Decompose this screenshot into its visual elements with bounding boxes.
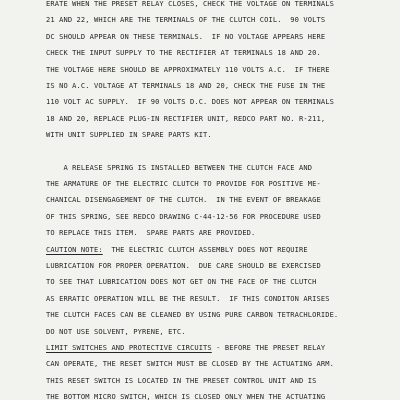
text-line: IS NO A.C. VOLTAGE AT TERMINALS 18 AND 20, CHECK THE FUSE IN THE: [46, 81, 326, 90]
text-line: THE ARMATURE OF THE ELECTRIC CLUTCH TO PROVIDE FOR POSITIVE ME-: [46, 179, 321, 188]
text-line: ERATE WHEN THE PRESET RELAY CLOSES, CHECK THE VOLTAGE ON TERMINALS: [46, 0, 334, 8]
text-line: THE CLUTCH FACES CAN BE CLEANED BY USING PURE CARBON TETRACHLORIDE.: [46, 310, 339, 320]
text-line: CAN OPERATE, THE RESET SWITCH MUST BE CLOSED BY THE ACTUATING ARM.: [46, 359, 334, 369]
text-line: CHECK THE INPUT SUPPLY TO THE RECTIFIER AT TERMINALS 18 AND 20.: [46, 48, 321, 58]
caution-note-text: THE ELECTRIC CLUTCH ASSEMBLY DOES NOT REQUIRE: [102, 244, 308, 254]
text-line: THE BOTTOM MICRO SWITCH, WHICH IS CLOSED ONLY WHEN THE ACTUATING: [46, 392, 326, 400]
text-line: LUBRICATION FOR PROPER OPERATION. DUE CARE SHOULD BE EXERCISED: [46, 261, 321, 270]
text-line: THIS RESET SWITCH IS LOCATED IN THE PRESET CONTROL UNIT AND IS: [46, 375, 317, 385]
text-line: AS ERRATIC OPERATION WILL BE THE RESULT. IF THIS CONDITON ARISES: [46, 293, 330, 303]
caution-note-heading: CAUTION NOTE:: [46, 244, 103, 254]
text-line: TO REPLACE THIS ITEM. SPARE PARTS ARE PROVIDED.: [46, 228, 256, 238]
text-line: 21 AND 22, WHICH ARE THE TERMINALS OF THE CLUTCH COIL. 90 VOLTS: [46, 15, 326, 25]
text-line: WITH UNIT SUPPLIED IN SPARE PARTS KIT.: [46, 130, 212, 140]
text-line: DC SHOULD APPEAR ON THESE TERMINALS. IF NO VOLTAGE APPEARS HERE: [46, 31, 326, 41]
limit-switches-text: - BEFORE THE PRESET RELAY: [211, 343, 326, 352]
caution-note-line: [46, 242, 308, 259]
text-line: CHANICAL DISENGAGEMENT OF THE CLUTCH. IN THE EVENT OF BREAKAGE: [46, 195, 321, 205]
limit-switches-heading: LIMIT SWITCHES AND PROTECTIVE CIRCUITS: [46, 343, 212, 352]
limit-switches-line: [46, 340, 325, 357]
text-line: 110 VOLT AC SUPPLY. IF 90 VOLTS D.C. DOES NOT APPEAR ON TERMINALS: [46, 97, 334, 107]
text-line: A RELEASE SPRING IS INSTALLED BETWEEN THE CLUTCH FACE AND: [46, 162, 313, 172]
text-line: 18 AND 20, REPLACE PLUG-IN RECTIFIER UNIT, REDCO PART NO. R-211,: [46, 113, 326, 123]
text-line: THE VOLTAGE HERE SHOULD BE APPROXIMATELY 110 VOLTS A.C. IF THERE: [46, 64, 330, 74]
text-line: TO SEE THAT LUBRICATION DOES NOT GET ON THE FACE OF THE CLUTCH: [46, 277, 317, 287]
text-line: OF THIS SPRING, SEE REDCO DRAWING C-44-12-56 FOR PROCEDURE USED: [46, 211, 321, 221]
text-line: DO NOT USE SOLVENT, PYRENE, ETC.: [46, 326, 186, 336]
